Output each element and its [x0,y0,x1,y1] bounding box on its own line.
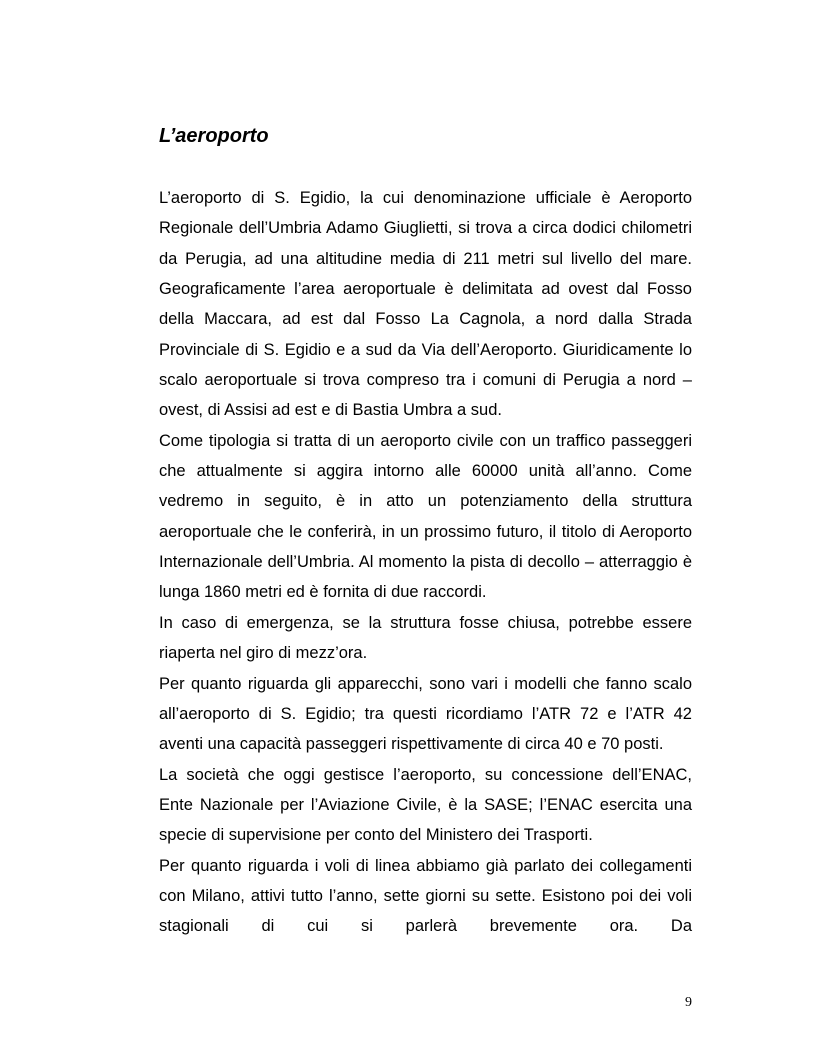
paragraph-6: Per quanto riguarda i voli di linea abbiamo già parlato dei collegamenti con Milano, attivi tutto l’anno, sette giorni su sette. Esistono poi dei voli stagionali di cui si parlerà brevemente ora. Da [159,856,692,936]
paragraph-5: La società che oggi gestisce l’aeroporto, su concessione dell’ENAC, Ente Nazionale per l’Aviazione Civile, è la SASE; l’ENAC esercita una specie di supervisione per conto del Ministero dei Trasporti. [159,765,692,845]
page-number: 9 [685,995,692,1010]
section-title: L’aeroporto [159,125,269,147]
paragraph-2: Come tipologia si tratta di un aeroporto civile con un traffico passeggeri che attualmente si aggira intorno alle 60000 unità all’anno. Come vedremo in seguito, è in atto un potenziamento della struttura aeroportuale che le conferirà, in un prossimo futuro, il titolo di Aeroporto Internazionale dell’Umbria. Al momento la pista di decollo – atterraggio è lunga 1860 metri ed è fornita di due raccordi. [159,431,692,602]
paragraph-1: L’aeroporto di S. Egidio, la cui denominazione ufficiale è Aeroporto Regionale dell’Umbria Adamo Giuglietti, si trova a circa dodici chilometri da Perugia, ad una altitudine media di 211 metri sul livello del mare. Geograficamente l’area aeroportuale è delimitata ad ovest dal Fosso della Maccara, ad est dal Fosso La Cagnola, a nord dalla Strada Provinciale di S. Egidio e a sud da Via dell’Aeroporto. Giuridicamente lo scalo aeroportuale si trova compreso tra i comuni di Perugia a nord – ovest, di Assisi ad est e di Bastia Umbra a sud. [159,189,692,420]
paragraph-4: Per quanto riguarda gli apparecchi, sono vari i modelli che fanno scalo all’aeroporto di S. Egidio; tra questi ricordiamo l’ATR 72 e l’ATR 42 aventi una capacità passeggeri rispettivamente di circa 40 e 70 posti. [159,674,692,754]
paragraph-3: In caso di emergenza, se la struttura fosse chiusa, potrebbe essere riaperta nel giro di mezz’ora. [159,613,692,663]
body-text [159,183,692,942]
